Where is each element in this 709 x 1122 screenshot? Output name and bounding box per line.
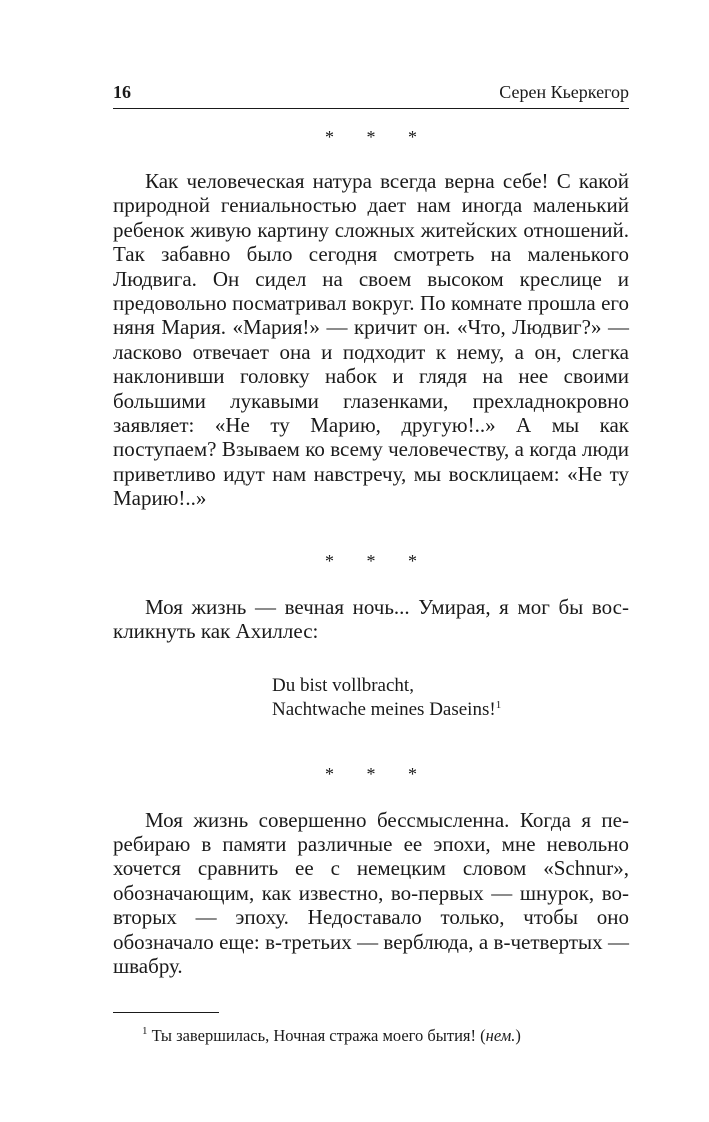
- author-name: Серен Кьеркегор: [499, 82, 629, 102]
- paragraph-eternal-night: Моя жизнь — вечная ночь... Умирая, я мог бы воскликнуть как Ахиллес:: [113, 594, 629, 644]
- footnote-rule: [113, 1012, 219, 1013]
- section-separator: * * *: [325, 127, 431, 147]
- verse-line-1: Du bist vollbracht,: [272, 674, 414, 696]
- footnote-text: Ты завершилась, Ночная стража моего бытия! (: [147, 1026, 486, 1046]
- footnote-marker: 1: [142, 1025, 148, 1038]
- footnote-language: нем.: [485, 1026, 516, 1046]
- footnote-reference[interactable]: 1: [495, 698, 502, 711]
- book-page: [113, 80, 629, 1047]
- paragraph-schnur: Моя жизнь совершенно бессмысленна. Когда я перебираю в памяти различные ее эпохи, мне невольно хочется сравнить ее с немецким словом «Schnur», обозначающим, как известно, во-первых — шнурок, во-вторых — эпоху. Недоставало только, чтобы оно обозначало еще: в-третьих — верблюда, а в-четвертых — швабру.: [113, 807, 629, 978]
- paragraph-ludwig: Как человеческая натура всегда верна себе! С какой природной гениальностью дает нам иногда маленький ребенок живую картину сложных житейских отношений. Так забавно было сегодня смотреть на маленького Людвига. Он сидел на своем высоком креслице и предовольно посматривал вокруг. По комнате прошла его няня Мария. «Мария!» — кричит он. «Что, Людвиг?» — ласково отвечает она и подходит к нему, а он, слегка наклонивши головку набок и глядя на нее своими большими лукавыми глазенками, прехладнокровно заявляет: «Не ту Марию, другую!..» А мы как поступаем? Взываем ко всему человечеству, а когда люди приветливо идут нам навстречу, мы восклицаем: «Не ту Марию!..»: [113, 169, 629, 511]
- section-separator: * * *: [325, 763, 431, 784]
- verse-quote: [113, 674, 629, 722]
- verse-line-2: [272, 698, 629, 722]
- page-number: 16: [113, 82, 131, 102]
- verse-line-2-text: Nachtwache meines Daseins!: [272, 698, 496, 720]
- footnote: [113, 1025, 629, 1047]
- footnote-close: ): [515, 1026, 521, 1046]
- section-separator: * * *: [325, 550, 431, 571]
- running-head: [113, 80, 629, 109]
